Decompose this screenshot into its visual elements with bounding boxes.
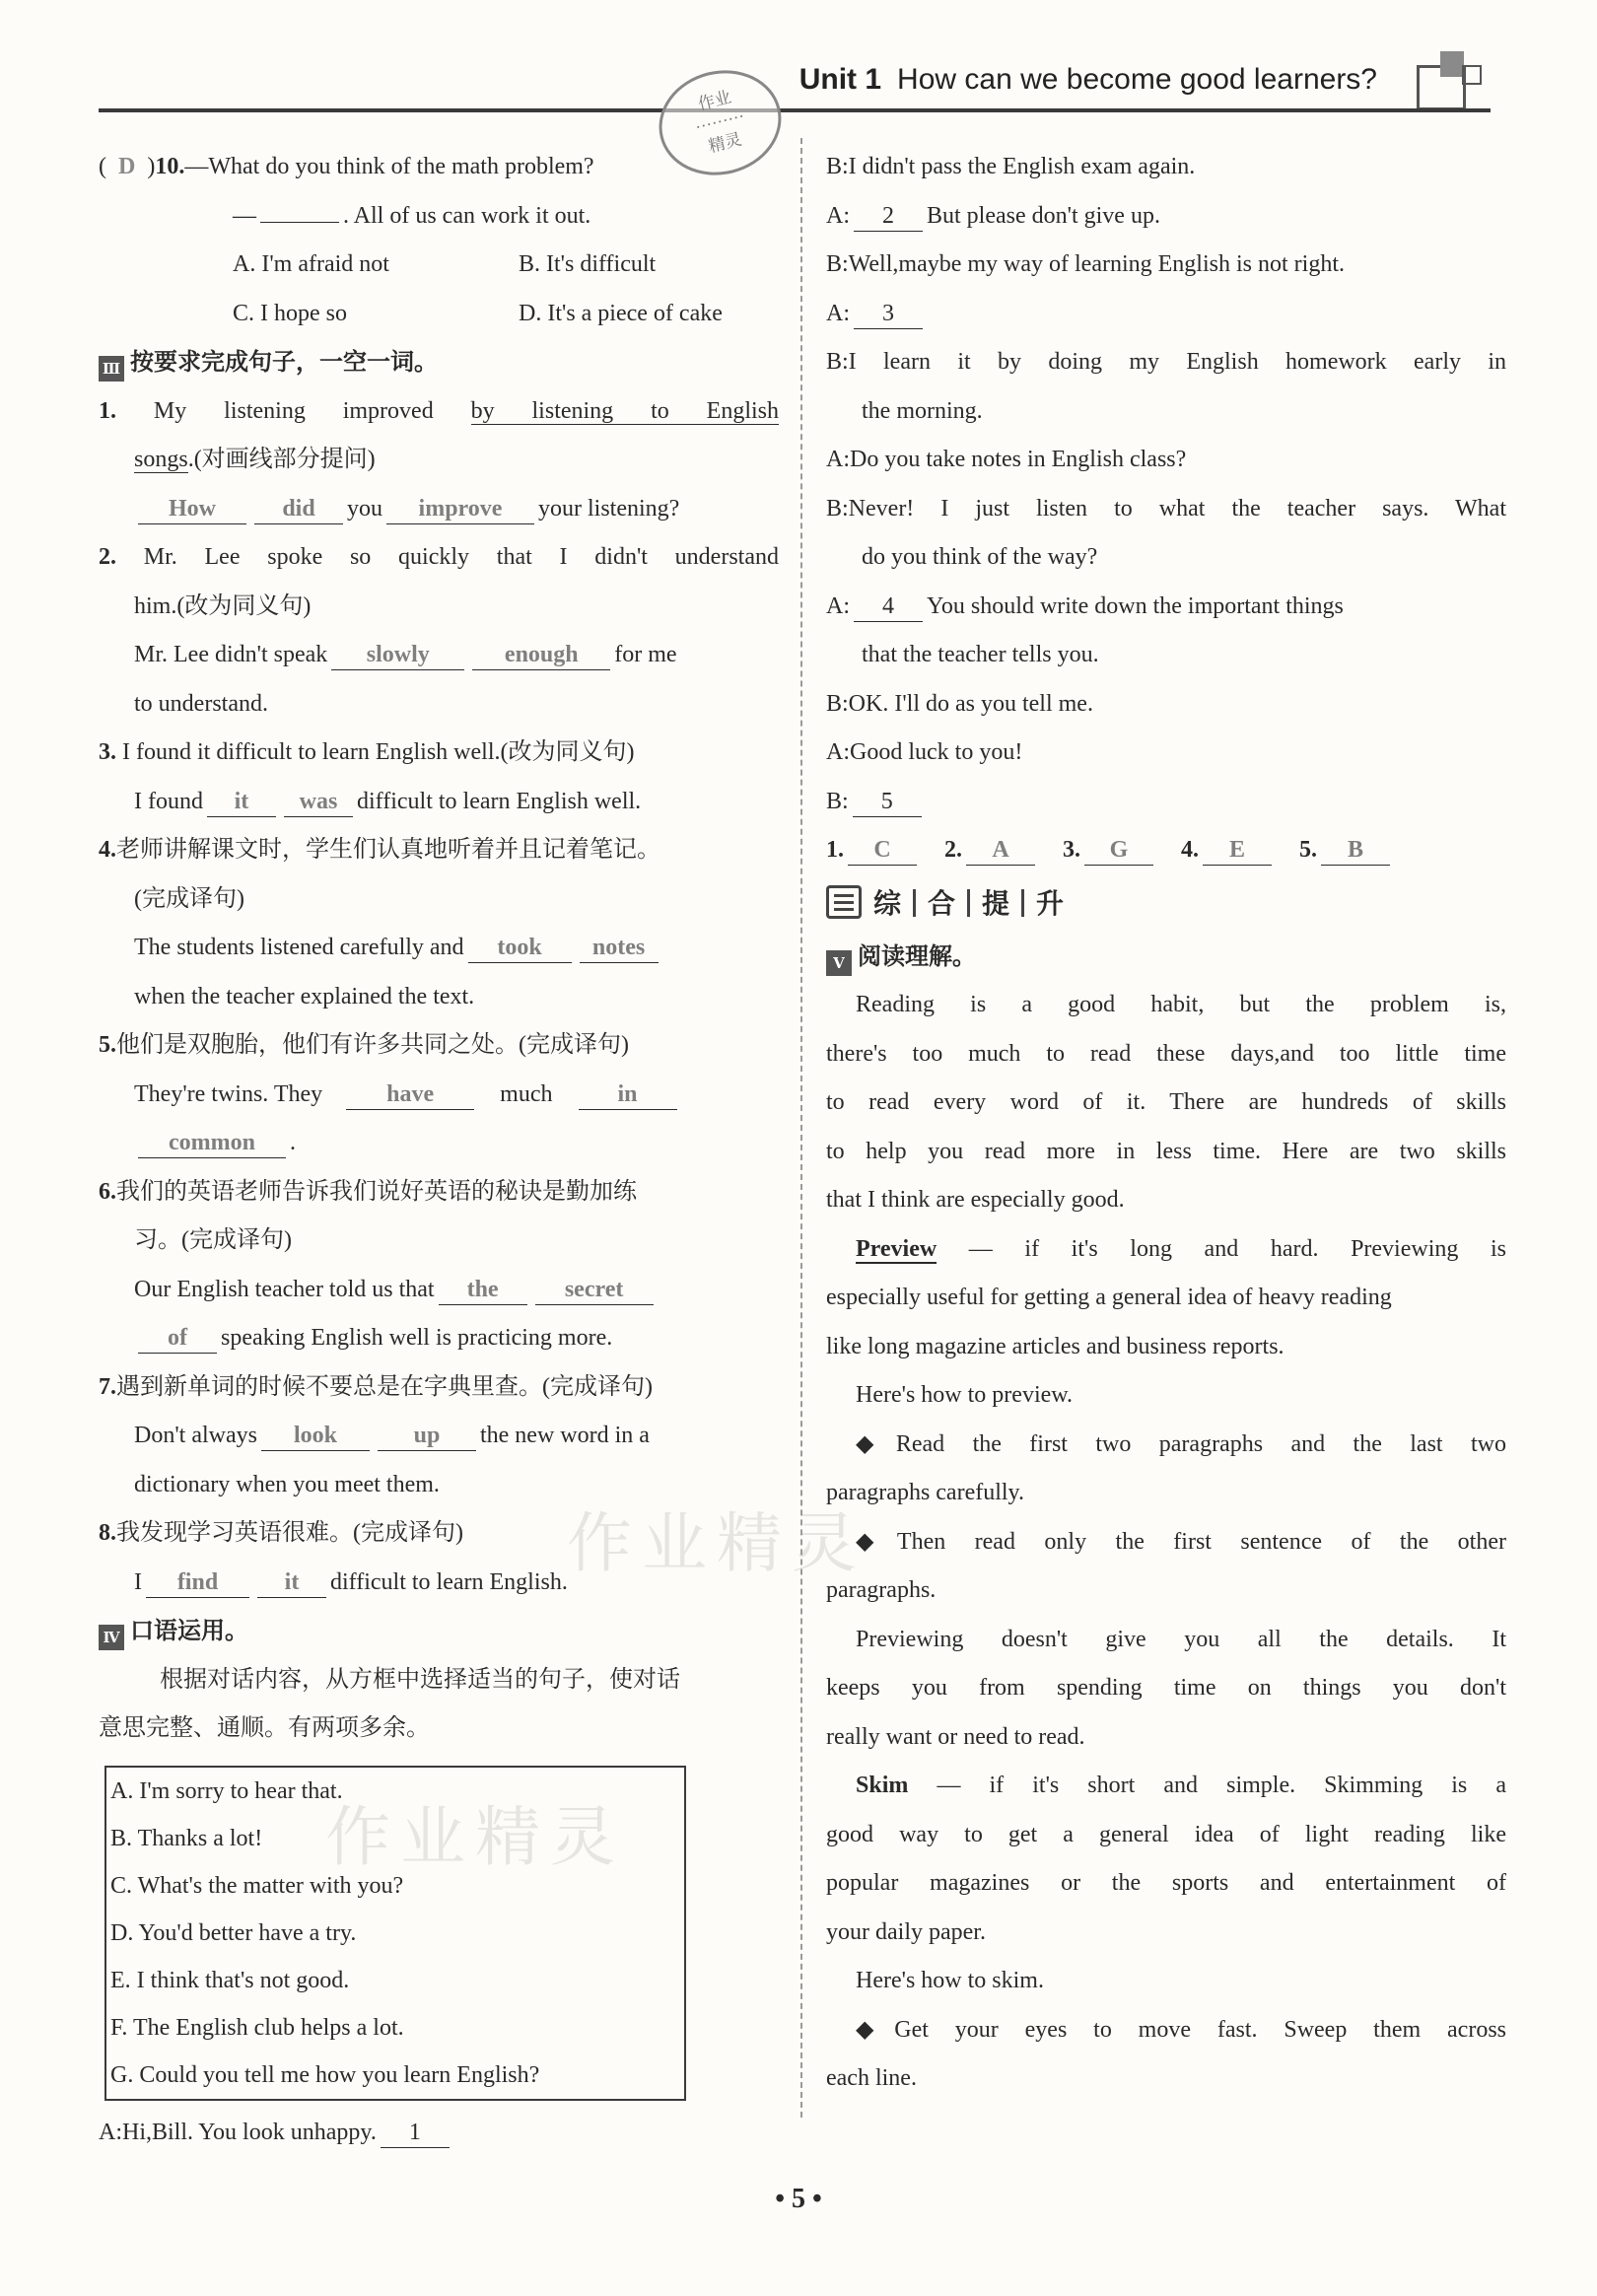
answer-blank: was [284, 787, 353, 817]
column-divider [800, 138, 802, 2118]
item-3: 3. I found it difficult to learn English well.(改为同义句) [99, 739, 635, 765]
answer-blank: secret [535, 1275, 654, 1305]
watermark: 作业精灵 [567, 1505, 867, 1581]
dialogue-line: A:Do you take notes in English class? [826, 447, 1187, 472]
option-b: B. It's difficult [519, 251, 657, 277]
item-7: 7.遇到新单词的时候不要总是在字典里查。(完成译句) [99, 1373, 653, 1400]
answer-blank: slowly [331, 640, 464, 670]
option-item: C. What's the matter with you? [110, 1872, 404, 1899]
dialogue-line: B:I didn't pass the English exam again. [826, 154, 1196, 179]
dialogue-line: B:I learn it by doing my English homework early in [826, 349, 1506, 375]
dialogue-line: B: 5 [826, 778, 1506, 827]
page-number: • 5 • [775, 2184, 822, 2214]
dialogue-line: B:OK. I'll do as you tell me. [826, 690, 1093, 717]
page-header [99, 57, 1491, 112]
unit-question: How can we become good learners? [897, 63, 1377, 96]
section-4-heading: Ⅳ 口语运用。 [99, 1607, 779, 1656]
answer-blank: look [261, 1421, 370, 1451]
answer-blank: How [138, 494, 246, 524]
dialogue-line: A:Good luck to you! [826, 739, 1023, 765]
answer-blank: common [138, 1128, 286, 1158]
section-banner: 综 合 提 升 [826, 875, 1506, 933]
answer-blank: find [146, 1567, 249, 1598]
option-a: A. I'm afraid not [233, 251, 389, 277]
item-8: 8.我发现学习英语很难。(完成译句) [99, 1520, 463, 1546]
term-preview: Preview [856, 1235, 937, 1262]
left-column: ( D )10.—What do you think of the math problem? — . All of us can work it out. A. I'm afraid not B. It's difficult C. I hope so D. It's a piece of cake Ⅲ 按要求完成句子，一空一词。 1. My listening improved by listening to English songs.(对画线部分提问) How did you improve your listening? 2. Mr. Lee spoke so quickly that I didn't understand him.(改为同义句) Mr. Lee didn't speak slowly enough for me to understand. 3. I found it difficult to learn English well.(改为同义句) I found it was difficult to learn English well. 4.老师讲解课文时，学生们认真地听着并且记着笔记。 (完成译句) The students listened carefully and took notes when the teacher explained the text. 5.他们是双胞胎，他们有许多共同之处。(完成译句) They're twins. They have much in common . 6.我们的英语老师告诉我们说好英语的秘诀是勤加练 习。(完成译句) Our English teacher told us that the secret of speaking English well is practicing more. 7.遇到新单词的时候不要总是在字典里查。(完成译句) Don't always look up the new word in a dictionary when you meet them. 8.我发现学习英语很难。(完成译句) I find it difficult to learn English. Ⅳ 口语运用。 根据对话内容，从方框中选择适当的句子，使对话 意思完整、通顺。有两项多余。 A. I'm sorry to hear that. B. Thanks a lot! C. What's the matter with you? D. You'd better have a try. E. I think that's not good. F. The English club helps a lot. G. Could you tell me how you learn English? A:Hi,Bill. You look unhappy. 1 [99, 143, 779, 2157]
answer-blank: it [207, 787, 276, 817]
answer-blank: up [378, 1421, 476, 1451]
item-6: 6.我们的英语老师告诉我们说好英语的秘诀是勤加练 [99, 1178, 637, 1205]
stamp-logo: 作业 ········· 精灵 [648, 57, 793, 187]
dialogue-line: A: 3 [826, 290, 1506, 339]
section-5-heading: Ⅴ 阅读理解。 [826, 933, 1506, 982]
unit-label: Unit 1 [798, 63, 882, 96]
item-2: 2. Mr. Lee spoke so quickly that I didn't understand [99, 544, 779, 570]
option-d: D. It's a piece of cake [519, 300, 723, 326]
dialogue-line: B:Well,maybe my way of learning English is not right. [826, 251, 1345, 277]
term-skim: Skim [856, 1773, 909, 1798]
option-item: D. You'd better have a try. [110, 1919, 357, 1946]
answer-blank: the [439, 1275, 527, 1305]
header-rule [99, 108, 1491, 112]
notebook-icon [826, 885, 862, 919]
answer-blank: of [138, 1323, 217, 1354]
section-3-heading: Ⅲ 按要求完成句子，一空一词。 [99, 338, 779, 387]
dialogue-line: A:Hi,Bill. You look unhappy. 1 [99, 2109, 779, 2158]
answer-blank: in [579, 1079, 677, 1110]
options-box [104, 1766, 686, 2101]
answer-blank: it [257, 1567, 326, 1598]
option-item: B. Thanks a lot! [110, 1825, 263, 1851]
header-decoration-icon [1407, 57, 1486, 106]
item-4: 4.老师讲解课文时，学生们认真地听着并且记着笔记。 [99, 837, 660, 863]
option-item: G. Could you tell me how you learn English? [110, 2061, 540, 2088]
dialogue-line: B:Never! I just listen to what the teacher says. What [826, 495, 1506, 522]
item-5: 5.他们是双胞胎，他们有许多共同之处。(完成译句) [99, 1032, 629, 1058]
dialogue-line: A: 4 You should write down the important things [826, 583, 1506, 632]
answer-blank: 1 [381, 2118, 450, 2148]
answer-blank: have [346, 1079, 474, 1110]
option-c: C. I hope so [233, 300, 347, 326]
answer-blank: improve [386, 494, 534, 524]
watermark: 作业精灵 [325, 1799, 625, 1875]
answer-blank: enough [472, 640, 610, 670]
option-item: E. I think that's not good. [110, 1967, 350, 1993]
dialogue-line: A: 2 But please don't give up. [826, 192, 1506, 242]
question-10: ( D )10.—What do you think of the math problem? [99, 154, 594, 179]
blank [260, 222, 339, 223]
item-1: 1. My listening improved by listening to English [99, 397, 779, 424]
unit-title [799, 63, 1377, 97]
answer-blank: notes [580, 933, 659, 963]
answer-blank: did [254, 494, 343, 524]
option-item: F. The English club helps a lot. [110, 2014, 404, 2041]
option-item: A. I'm sorry to hear that. [110, 1777, 343, 1804]
answer-row: 1. C 2. A 3. G 4. E 5. B [826, 826, 1506, 875]
right-column: B:I didn't pass the English exam again. A: 2 But please don't give up. B:Well,maybe my way of learning English is not right. A: 3 B:I learn it by doing my English homework early in the morning. A:Do you take notes in English class? B:Never! I just listen to what the teacher says. What do you think of the way? A: 4 You should write down the important things that the teacher tells you. B:OK. I'll do as you tell me. A:Good luck to you! B: 5 1. C 2. A 3. G 4. E 5. B 综 合 提 升 Ⅴ 阅读理解。 Reading is a good habit, but the problem is, there's too much to read these days,and too little time to read every word of it. There are hundreds of skills to help you read more in less time. Here are two skills that I think are especially good. Preview — if it's long and hard. Previewing is especially useful for getting a general idea of heavy reading like long magazine articles and business reports. Here's how to preview. ◆Read the first two paragraphs and the last two paragraphs carefully. ◆Then read only the first sentence of the other paragraphs. Previewing doesn't give you all the details. It keeps you from spending time on things you don't really want or need to read. Skim — if it's short and simple. Skimming is a good way to get a general idea of light reading like popular magazines or the sports and entertainment of your daily paper. Here's how to skim. ◆Get your eyes to move fast. Sweep them across each line. [826, 143, 1506, 2104]
answer-mark: D [118, 154, 136, 179]
answer-blank: took [468, 933, 572, 963]
